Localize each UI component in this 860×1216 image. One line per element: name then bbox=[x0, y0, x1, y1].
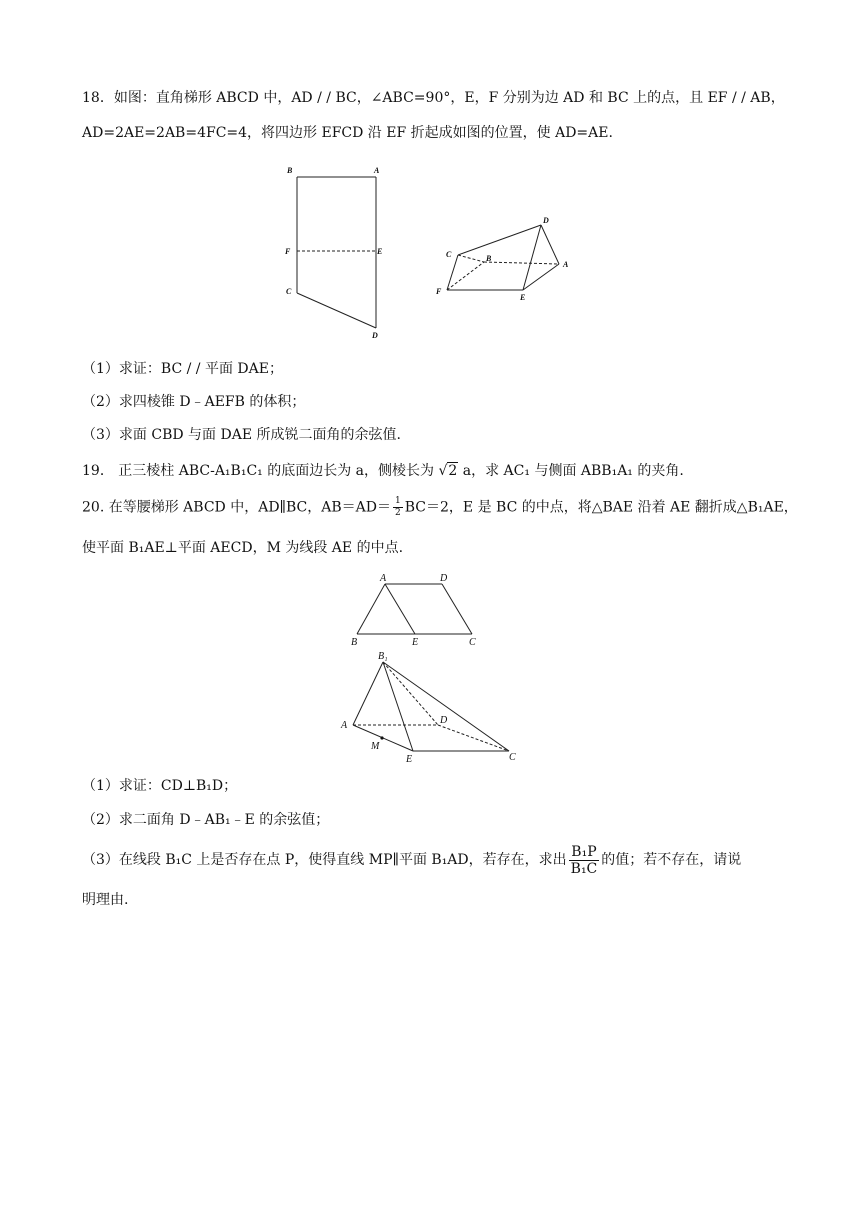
q20-top-label-B: B bbox=[351, 637, 358, 648]
q20-top-label-A: A bbox=[380, 573, 387, 584]
q20-half-fraction bbox=[393, 497, 403, 518]
q20-part3-a: （3）在线段 B₁C 上是否存在点 P，使得直线 MP∥平面 B₁AD，若存在，求出 bbox=[82, 852, 567, 868]
q20-stem-line1 bbox=[82, 497, 798, 521]
q18-right-label-E: E bbox=[520, 293, 526, 302]
q18-right-label-D: D bbox=[543, 216, 549, 225]
q18-left-label-F: F bbox=[285, 247, 291, 256]
q18-left-label-C: C bbox=[286, 287, 292, 296]
q20-ratio-den: B₁C bbox=[570, 860, 598, 877]
q20-half-num: 1 bbox=[395, 496, 401, 506]
q20-half-den: 2 bbox=[395, 508, 401, 518]
q20-figure-trapezoid bbox=[345, 570, 495, 650]
q18-left-label-A: A bbox=[374, 166, 380, 175]
q18-right-label-A: A bbox=[563, 260, 569, 269]
q18-figure-folded bbox=[430, 210, 590, 310]
q20-stem-line2: 使平面 B₁AE⊥平面 AECD，M 为线段 AE 的中点. bbox=[82, 540, 404, 556]
q18-left-label-B: B bbox=[287, 166, 293, 175]
q20-stem-a: 20. 在等腰梯形 ABCD 中，AD∥BC，AB＝AD＝ bbox=[82, 499, 392, 516]
q20-ratio-fraction bbox=[569, 845, 600, 876]
q19-text-before: 19． 正三棱柱 ABC-A₁B₁C₁ 的底面边长为 a，侧棱长为 bbox=[82, 463, 435, 479]
q20-part2: （2）求二面角 D﹣AB₁﹣E 的余弦值； bbox=[82, 812, 330, 828]
q20-bottom-label-M: M bbox=[371, 741, 380, 752]
q20-top-label-D: D bbox=[440, 573, 448, 584]
q20-bottom-label-D: D bbox=[440, 715, 448, 726]
q18-figure-trapezoid bbox=[280, 160, 400, 345]
q18-stem-line1 bbox=[82, 88, 785, 108]
q19-sqrt: √2 bbox=[438, 463, 458, 479]
q20-part1: （1）求证：CD⊥B₁D； bbox=[82, 778, 238, 794]
q20-bottom-label-B1: B₁ bbox=[378, 651, 388, 662]
q19-line bbox=[82, 461, 684, 481]
q20-point-M bbox=[380, 736, 383, 739]
q20-bottom-label-C: C bbox=[509, 752, 516, 763]
q20-part3-line2: 明理由. bbox=[82, 892, 129, 908]
q18-right-label-F: F bbox=[436, 287, 442, 296]
q18-left-label-D: D bbox=[372, 331, 378, 340]
q20-figure-folded bbox=[335, 650, 535, 765]
q20-bottom-label-E: E bbox=[406, 754, 413, 765]
q20-stem-b: BC＝2，E 是 BC 的中点，将△BAE 沿着 AE 翻折成△B₁AE， bbox=[404, 499, 798, 516]
q20-part3-b: 的值；若不存在，请说 bbox=[601, 852, 742, 868]
q20-part3-line1 bbox=[82, 839, 741, 881]
q18-part1: （1）求证：BC / / 平面 DAE； bbox=[82, 361, 283, 377]
q18-right-label-C: C bbox=[446, 250, 452, 259]
q18-stem-text1: 如图：直角梯形 ABCD 中，AD / / BC，∠ABC=90°，E，F 分别为边 AD 和 BC 上的点，且 EF / / AB， bbox=[113, 90, 785, 106]
q18-part2: （2）求四棱锥 D﹣AEFB 的体积； bbox=[82, 394, 306, 410]
q18-right-label-B: B bbox=[486, 254, 492, 263]
q18-left-label-E: E bbox=[377, 247, 383, 256]
q19-sqrt-value: 2 bbox=[448, 463, 458, 479]
q20-top-label-E: E bbox=[412, 637, 419, 648]
q19-text-after: a，求 AC₁ 与侧面 ABB₁A₁ 的夹角. bbox=[462, 463, 684, 479]
q20-bottom-label-A: A bbox=[341, 720, 348, 731]
q18-stem-line2: AD=2AE=2AB=4FC=4，将四边形 EFCD 沿 EF 折起成如图的位置，使 AD=AE. bbox=[82, 125, 613, 141]
q20-ratio-num: B₁P bbox=[569, 845, 600, 861]
q18-number: 18． bbox=[82, 90, 114, 106]
q20-top-label-C: C bbox=[469, 637, 476, 648]
q18-part3: （3）求面 CBD 与面 DAE 所成锐二面角的余弦值. bbox=[82, 427, 401, 443]
